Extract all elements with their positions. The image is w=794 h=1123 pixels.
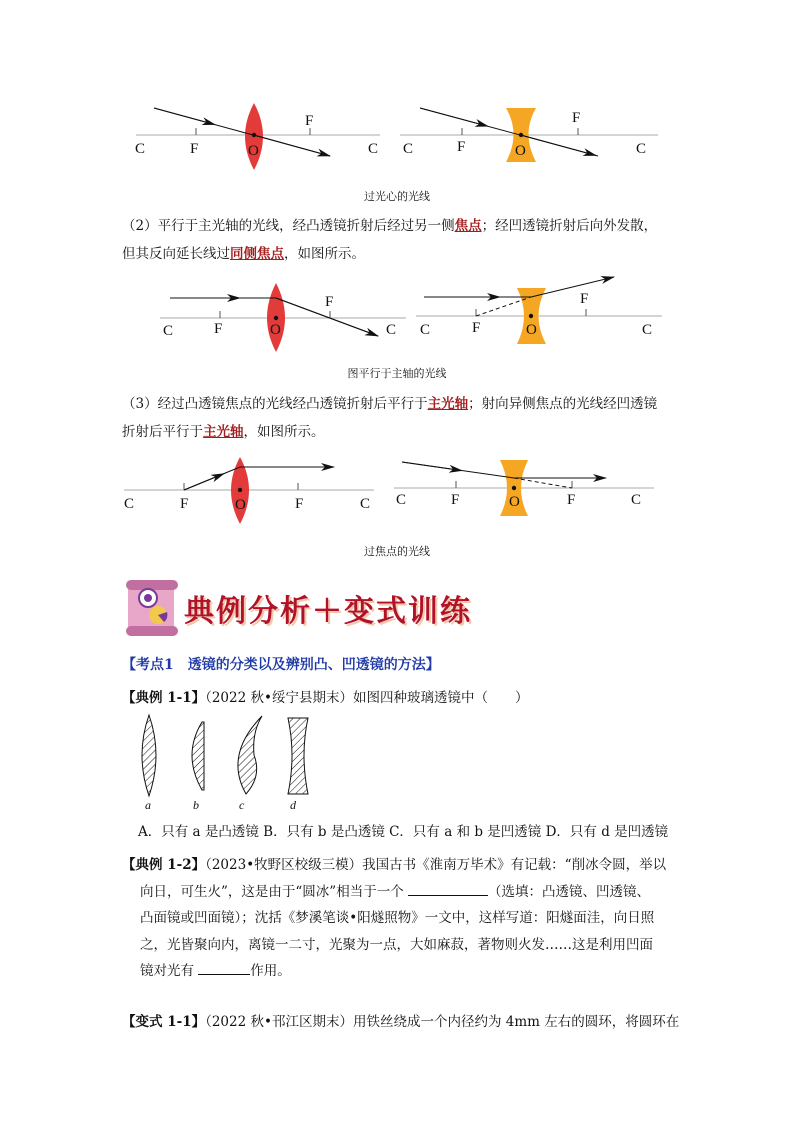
c-right-label: C <box>642 322 653 338</box>
c-left-label: C <box>403 141 414 157</box>
f-right-label: F <box>567 492 576 508</box>
f-left-label: F <box>214 321 223 337</box>
figure-2-caption: 图平行于主轴的光线 <box>347 367 447 380</box>
lens-b <box>192 722 204 790</box>
o-label: O <box>248 143 259 159</box>
question-2 <box>122 852 682 985</box>
f-right-label: F <box>305 113 314 129</box>
question-2-line-3: 凸面镜或凹面镜）；沈括《梦溪笔谈•阳燧照物》一文中，这样写道：阳燧面洼，向日照 <box>140 910 655 926</box>
question-1-text: （2022 秋•绥宁县期末）如图四种玻璃透镜中（ ） <box>205 690 529 706</box>
answer-blank-1[interactable] <box>408 895 488 896</box>
o-label: O <box>270 322 281 338</box>
question-2-tag: 【典例 1-2】 <box>122 857 206 873</box>
para2-term-1: 焦点 <box>454 218 482 234</box>
o-label: O <box>235 497 246 513</box>
c-left-label: C <box>420 322 431 338</box>
question-2-line-5b: 作用。 <box>250 963 291 979</box>
question-2-line-1: （2023•牧野区校级三模）我国古书《淮南万毕术》有记载：“削冰令圆，举以 <box>205 857 667 873</box>
c-right-label: C <box>631 492 642 508</box>
variant-1 <box>122 1010 679 1030</box>
answer-blank-2[interactable] <box>198 974 250 975</box>
para3-text-3: 折射后平行于 <box>122 424 203 440</box>
paragraph-3 <box>122 394 682 442</box>
c-right-label: C <box>636 141 647 157</box>
paragraph-2 <box>122 216 682 264</box>
f-left-label: F <box>472 320 481 336</box>
lens-c-label: c <box>239 798 245 812</box>
f-right-label: F <box>295 496 304 512</box>
c-right-label: C <box>360 496 371 512</box>
question-2-line-4: 之，光皆聚向内，离镜一二寸，光聚为一点，大如麻菽，著物则火发……这是利用凹面 <box>140 936 653 953</box>
para3-text-2: ；射向异侧焦点的光线经凹透镜 <box>468 396 658 412</box>
f-left-label: F <box>457 139 466 155</box>
figure-3-caption: 过焦点的光线 <box>364 545 430 558</box>
c-left-label: C <box>396 492 407 508</box>
scroll-icon <box>126 580 178 636</box>
c-left-label: C <box>163 323 174 339</box>
para2-text-3: 但其反向延长线过 <box>122 246 230 262</box>
banner-title: 典例分析＋变式训练 <box>184 594 472 629</box>
c-right-label: C <box>368 141 379 157</box>
o-label: O <box>515 143 526 159</box>
section-heading: 【考点1 透镜的分类以及辨别凸、凹透镜的方法】 <box>122 657 440 673</box>
figure-1-caption: 过光心的光线 <box>364 190 430 203</box>
f-right-label: F <box>325 294 334 310</box>
variant-1-tag: 【变式 1-1】 <box>122 1014 206 1030</box>
lens-b-label: b <box>193 798 199 812</box>
lens-d <box>288 718 308 794</box>
lens-a-label: a <box>145 798 151 812</box>
para3-term-1: 主光轴 <box>427 396 469 412</box>
f-right-label: F <box>572 110 581 126</box>
f-right-label: F <box>580 291 589 307</box>
para3-term-2: 主光轴 <box>203 424 244 440</box>
f-left-label: F <box>451 492 460 508</box>
c-right-label: C <box>386 322 397 338</box>
lens-a <box>142 715 156 796</box>
para3-text-1: （3）经过凸透镜焦点的光线经凸透镜折射后平行于 <box>122 396 428 412</box>
para2-text-2: ；经凹透镜折射后向外发散， <box>481 218 658 234</box>
question-2-line-5a: 镜对光有 <box>140 963 199 979</box>
para2-term-2: 同侧焦点 <box>230 246 284 262</box>
question-2-line-2b: （选填：凸透镜、凹透镜、 <box>488 883 650 900</box>
question-1 <box>122 686 528 706</box>
f-left-label: F <box>180 496 189 512</box>
o-label: O <box>526 322 537 338</box>
para2-text-4: ，如图所示。 <box>284 246 365 262</box>
c-left-label: C <box>124 496 135 512</box>
o-label: O <box>509 494 520 510</box>
f-left-label: F <box>190 141 199 157</box>
variant-1-text: （2022 秋•邗江区期末）用铁丝绕成一个内径约为 4mm 左右的圆环，将圆环在 <box>205 1014 680 1030</box>
question-1-options: A．只有 a 是凸透镜 B．只有 b 是凸透镜 C．只有 a 和 b 是凹透镜 D．只有 d 是凹透镜 <box>138 824 669 840</box>
question-2-line-2a: 向日，可生火”，这是由于“圆冰”相当于一个 <box>140 883 408 900</box>
lens-c <box>238 716 262 794</box>
lens-d-label: d <box>290 798 296 812</box>
c-left-label: C <box>135 141 146 157</box>
para3-text-4: ，如图所示。 <box>243 424 325 440</box>
para2-text-1: （2）平行于主光轴的光线，经凸透镜折射后经过另一侧 <box>122 218 455 234</box>
question-1-tag: 【典例 1-1】 <box>122 690 206 706</box>
